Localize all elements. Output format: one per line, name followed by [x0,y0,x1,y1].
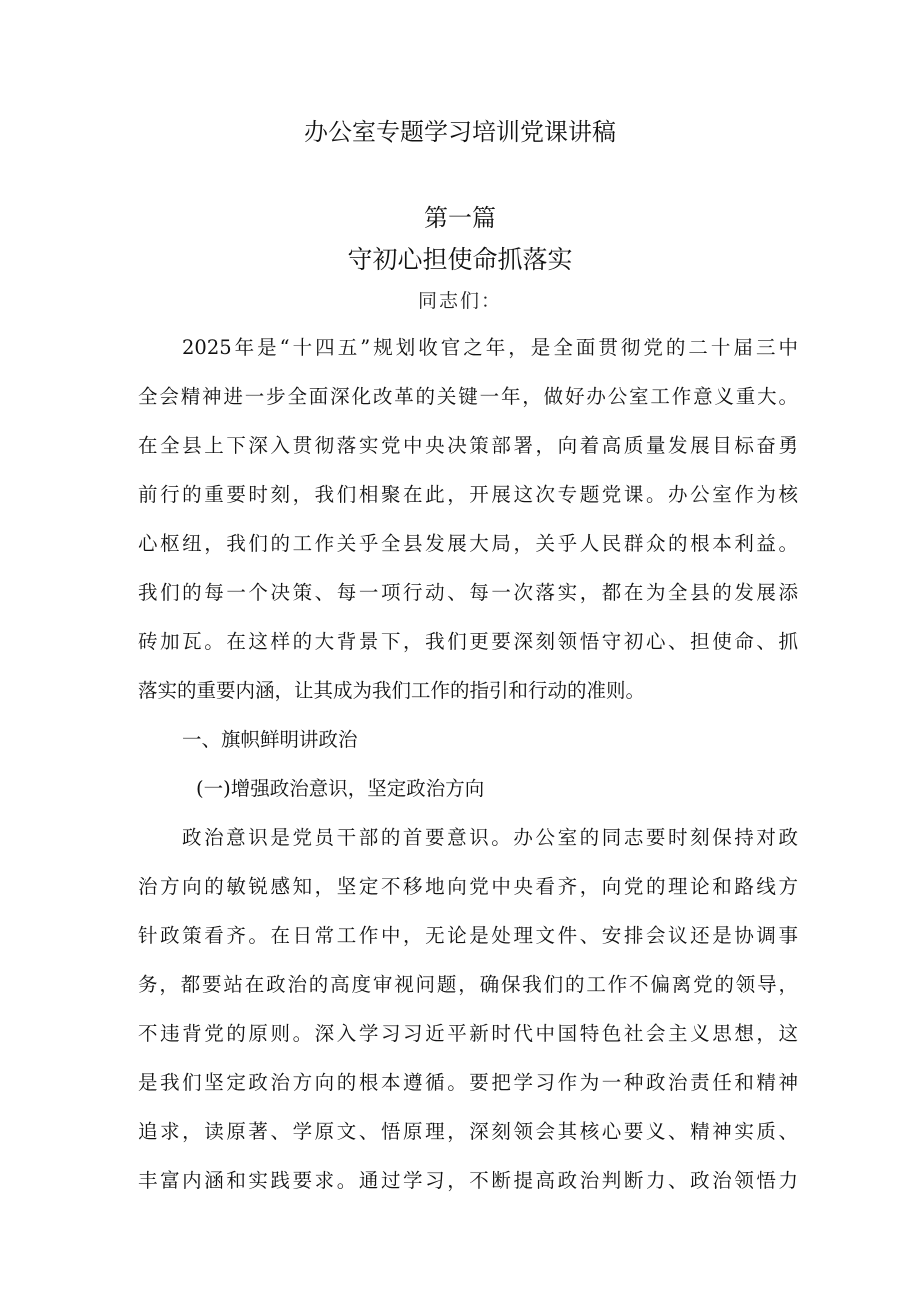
heading-level-1: 一、旗帜鲜明讲政治 [182,728,358,751]
paragraph-1-line: 我们的每一个决策、每一项行动、每一次落实，都在为全县的发展添 [138,581,798,604]
paragraph-2-line: 务，都要站在政治的高度审视问题，确保我们的工作不偏离党的领导， [138,973,798,996]
paragraph-1-line: 在全县上下深入贯彻落实党中央决策部署，向着高质量发展目标奋勇 [138,434,798,457]
paragraph-2-line: 是我们坚定政治方向的根本遵循。要把学习作为一种政治责任和精神 [138,1071,798,1094]
paragraph-1-line: 落实的重要内涵，让其成为我们工作的指引和行动的准则。 [138,679,646,702]
paragraph-2-line: 针政策看齐。在日常工作中，无论是处理文件、安排会议还是协调事 [138,924,798,947]
paragraph-2-line: 治方向的敏锐感知，坚定不移地向党中央看齐，向党的理论和路线方 [138,875,798,898]
paragraph-2-line: 丰富内涵和实践要求。通过学习，不断提高政治判断力、政治领悟力 [138,1169,798,1192]
paragraph-2-line: 不违背党的原则。深入学习习近平新时代中国特色社会主义思想，这 [138,1022,798,1045]
paragraph-1-line: 前行的重要时刻，我们相聚在此，开展这次专题党课。办公室作为核 [138,483,798,506]
paragraph-1-line: 2025年是“十四五”规划收官之年，是全面贯彻党的二十届三中 [182,336,798,359]
document-body [138,323,798,1205]
salutation: 同志们： [417,290,502,312]
section-title: 守初心担使命抓落实 [347,245,573,274]
paragraph-2-line: 追求，读原著、学原文、悟原理，深刻领会其核心要义、精神实质、 [138,1120,798,1143]
paragraph-1-line: 心枢纽，我们的工作关乎全县发展大局，关乎人民群众的根本利益。 [138,532,798,555]
section-label: 第一篇 [424,204,496,232]
heading-level-2: (一)增强政治意识，坚定政治方向 [196,777,485,800]
document-title: 办公室专题学习培训党课讲稿 [304,118,616,146]
paragraph-1-line: 全会精神进一步全面深化改革的关键一年，做好办公室工作意义重大。 [138,385,798,408]
paragraph-2-line: 政治意识是党员干部的首要意识。办公室的同志要时刻保持对政 [182,826,798,849]
paragraph-1-line: 砖加瓦。在这样的大背景下，我们更要深刻领悟守初心、担使命、抓 [138,630,798,653]
